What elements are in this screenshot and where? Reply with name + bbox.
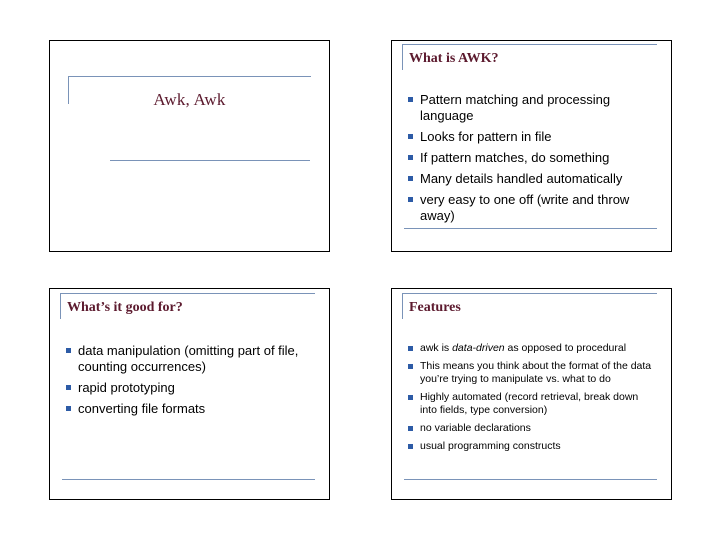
bullet-list — [64, 343, 312, 422]
bullet-icon — [408, 155, 413, 160]
bullet-icon — [66, 406, 71, 411]
slide-title: What’s it good for? — [67, 300, 183, 315]
bullet-icon — [408, 176, 413, 181]
list-item: If pattern matches, do something — [406, 150, 656, 166]
list-item: This means you think about the format of the data you’re trying to manipulate vs. what to do — [406, 360, 658, 386]
header-left-rule — [60, 293, 61, 319]
subtitle-rule — [110, 160, 310, 161]
slide-title: Awk, Awk — [153, 90, 226, 109]
header-top-rule — [402, 44, 657, 45]
bullet-icon — [408, 346, 413, 351]
bullet-icon — [66, 348, 71, 353]
header-top-rule — [60, 293, 315, 294]
bullet-icon — [408, 444, 413, 449]
bullet-icon — [408, 426, 413, 431]
bullet-icon — [408, 134, 413, 139]
bullet-icon — [408, 395, 413, 400]
list-item: converting file formats — [64, 401, 312, 417]
list-item: Many details handled automatically — [406, 171, 656, 187]
footer-rule — [404, 479, 657, 480]
bullet-icon — [408, 197, 413, 202]
bullet-icon — [408, 97, 413, 102]
list-item: Highly automated (record retrieval, break down into fields, type conversion) — [406, 391, 658, 417]
list-item: usual programming constructs — [406, 440, 658, 453]
bullet-icon — [408, 364, 413, 369]
slide-1 — [49, 40, 330, 252]
title-top-rule — [68, 76, 311, 77]
list-item: rapid prototyping — [64, 380, 312, 396]
header-left-rule — [402, 44, 403, 70]
slide-2 — [391, 40, 672, 252]
list-item: data manipulation (omitting part of file, counting occurrences) — [64, 343, 312, 375]
header-left-rule — [402, 293, 403, 319]
slide-4 — [391, 288, 672, 500]
list-item: Looks for pattern in file — [406, 129, 656, 145]
slide-title: What is AWK? — [409, 51, 499, 66]
list-item: awk is data-driven as opposed to procedural — [406, 342, 658, 355]
list-item: very easy to one off (write and throw away) — [406, 192, 656, 224]
list-item: no variable declarations — [406, 422, 658, 435]
bullet-icon — [66, 385, 71, 390]
footer-rule — [62, 479, 315, 480]
footer-rule — [404, 228, 657, 229]
slide-title: Features — [409, 300, 461, 315]
bullet-list — [406, 342, 658, 458]
bullet-list — [406, 92, 656, 229]
header-top-rule — [402, 293, 657, 294]
slide-3 — [49, 288, 330, 500]
list-item: Pattern matching and processing language — [406, 92, 656, 124]
